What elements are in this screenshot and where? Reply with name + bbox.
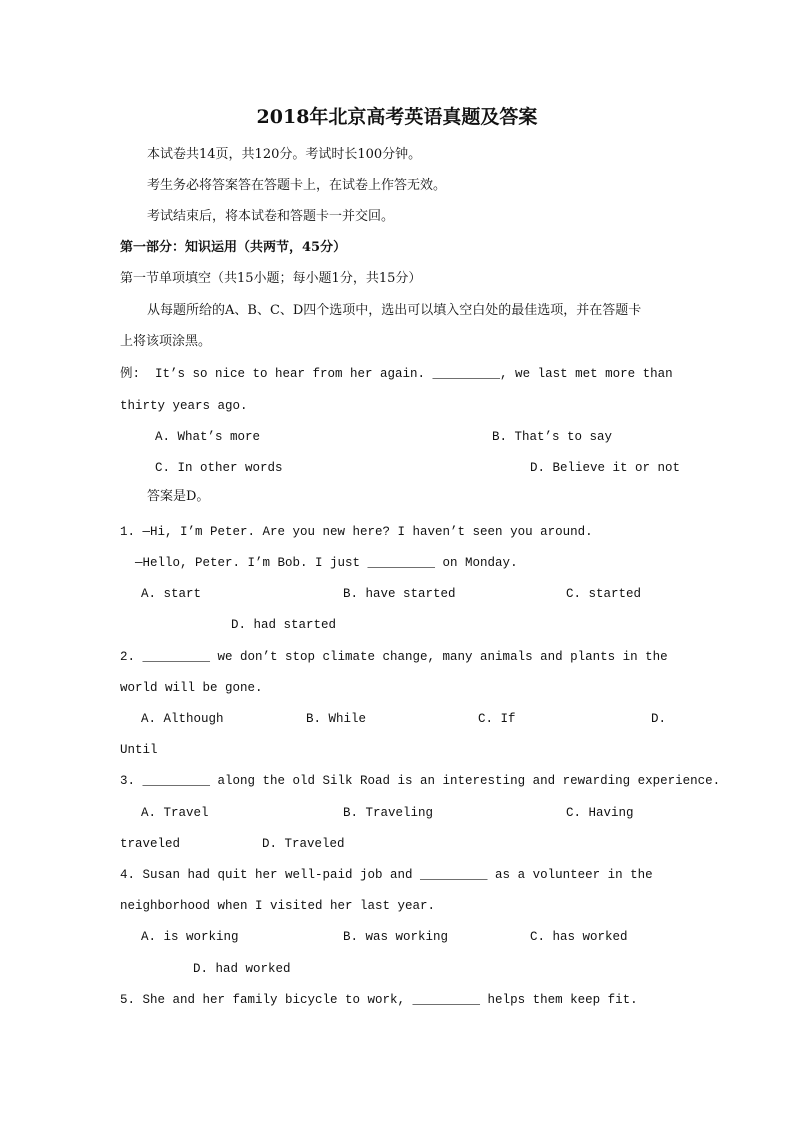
example-option-d: D. Believe it or not [530,461,681,475]
question-option: Until [120,743,158,757]
question-stem: 5. She and her family bicycle to work, _________ helps them keep fit. [120,993,638,1007]
notice-line: 考生务必将答案答在答题卡上，在试卷上作答无效。 [147,178,447,193]
example-option-c: C. In other words [155,461,283,475]
question-option: A. is working [141,930,239,944]
question-option: D. had started [231,618,337,632]
section1-heading: 第一节单项填空（共15小题；每小题1分，共15分） [120,271,422,286]
question-option: C. Having [566,806,634,820]
question-stem: neighborhood when I visited her last year. [120,899,436,913]
example-stem: 例: It’s so nice to hear from her again. _________, we last met more than [120,367,673,381]
question-option: D. had worked [193,962,291,976]
question-option: B. have started [343,587,456,601]
notice-line: 本试卷共14页，共120分。考试时长100分钟。 [147,147,422,162]
question-option: B. While [306,712,367,726]
part1-heading: 第一部分：知识运用（共两节，45分） [120,240,347,255]
notice-line: 考试结束后，将本试卷和答题卡一并交回。 [147,209,395,224]
question-option: traveled [120,837,181,851]
example-answer: 答案是D。 [147,489,210,504]
question-stem: 3. _________ along the old Silk Road is an interesting and rewarding experience. [120,774,721,788]
instructions-line: 从每题所给的A、B、C、D四个选项中，选出可以填入空白处的最佳选项，并在答题卡 [147,303,642,318]
question-option: A. Travel [141,806,209,820]
question-option: B. was working [343,930,449,944]
question-stem: 2. _________ we don’t stop climate change, many animals and plants in the [120,650,668,664]
question-stem: —Hello, Peter. I’m Bob. I just _________ on Monday. [120,556,518,570]
question-option: A. Although [141,712,224,726]
page-title: 2018年北京高考英语真题及答案 [256,106,538,128]
example-stem: thirty years ago. [120,399,248,413]
question-option: C. started [566,587,642,601]
instructions-line: 上将该项涂黑。 [120,334,212,349]
question-option: C. has worked [530,930,628,944]
question-stem: world will be gone. [120,681,263,695]
question-stem: 4. Susan had quit her well-paid job and _________ as a volunteer in the [120,868,653,882]
question-option: D. Traveled [262,837,345,851]
question-option: C. If [478,712,516,726]
example-option-a: A. What’s more [155,430,261,444]
question-option: A. start [141,587,202,601]
example-option-b: B. That’s to say [492,430,613,444]
question-option: D. [651,712,667,726]
question-option: B. Traveling [343,806,434,820]
question-stem: 1. —Hi, I’m Peter. Are you new here? I haven’t seen you around. [120,525,593,539]
